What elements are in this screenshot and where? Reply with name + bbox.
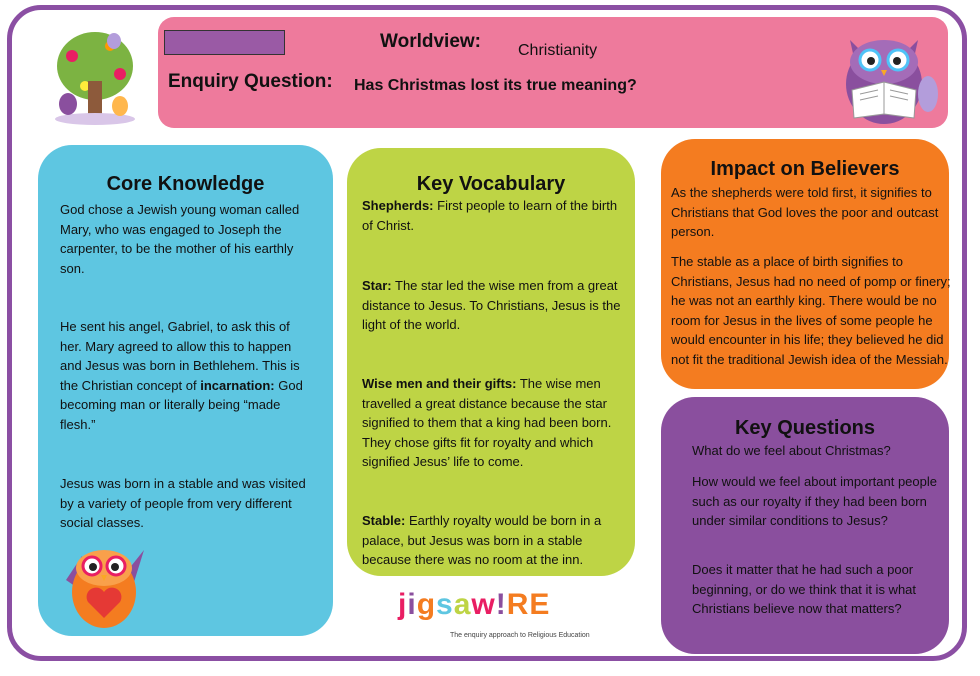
vocab-stable bbox=[362, 511, 627, 570]
vocab-star bbox=[362, 276, 627, 335]
vocab-term: Shepherds: bbox=[362, 198, 434, 213]
impact-p2: The stable as a place of birth signifies to Christians, Jesus had no need of pomp or finery; he was not an earthly king. There would be no room for Jesus in the lives of some people he would encounter in his life; they believed he did not fit the traditional Jewish idea of the Messiah. bbox=[671, 254, 951, 367]
vocab-definition: First people to learn of the birth of Christ. bbox=[362, 198, 618, 233]
question-3: Does it matter that he had such a poor beginning, or do we think that it is what Christians believe now that matters? bbox=[692, 562, 917, 616]
key-vocabulary-title: Key Vocabulary bbox=[416, 173, 566, 195]
core-knowledge-p2-end: God becoming man or literally being “made flesh.” bbox=[60, 377, 303, 432]
core-knowledge-title: Core Knowledge bbox=[106, 173, 265, 195]
vocab-definition: Earthly royalty would be born in a palace, but Jesus was born in a stable because there was no room at the inn. bbox=[362, 513, 602, 567]
vocab-term: Star: bbox=[362, 278, 392, 293]
vocab-term: Wise men and their gifts: bbox=[362, 376, 517, 391]
core-knowledge-p3: Jesus was born in a stable and was visited by a variety of people from very different social classes. bbox=[60, 476, 306, 530]
vocab-definition: The star led the wise men from a great distance to Jesus. To Christians, Jesus is the light of the world. bbox=[362, 278, 621, 332]
owl-heart-icon bbox=[58, 540, 153, 632]
impact-title: Impact on Believers bbox=[710, 158, 900, 180]
jigsaw-re-logo: jigsaw!RE bbox=[398, 588, 551, 621]
color-swatch bbox=[164, 30, 285, 55]
worldview-label: Worldview: bbox=[380, 31, 481, 52]
question-1: What do we feel about Christmas? bbox=[692, 443, 891, 458]
tree-owls-icon bbox=[50, 26, 140, 126]
vocab-definition: The wise men travelled a great distance because the star signified to them that a king had been born. They chose gifts fit for royalty and which signified Jesus’ life to come. bbox=[362, 376, 612, 469]
vocab-wise-men bbox=[362, 374, 627, 472]
core-knowledge-p2 bbox=[60, 317, 305, 434]
owl-reading-icon bbox=[832, 22, 942, 127]
logo-tagline: The enquiry approach to Religious Education bbox=[450, 632, 590, 639]
core-knowledge-p1: God chose a Jewish young woman called Mary, who was engaged to Joseph the carpenter, to be the mother of his earthly son. bbox=[60, 202, 300, 276]
enquiry-question: Has Christmas lost its true meaning? bbox=[354, 77, 637, 94]
impact-p1: As the shepherds were told first, it signifies to Christians that God loves the poor and outcast person. bbox=[671, 185, 939, 239]
question-2: How would we feel about important people such as our royalty if they had been born under similar conditions to Jesus? bbox=[692, 474, 937, 528]
core-knowledge-p2-text: He sent his angel, Gabriel, to ask this of her. Mary agreed to allow this to happen and Jesus was born in Bethlehem. This is the Christian concept of bbox=[60, 319, 300, 393]
vocab-term: Stable: bbox=[362, 513, 406, 528]
worldview-value: Christianity bbox=[518, 42, 598, 59]
incarnation-term: incarnation: bbox=[200, 377, 275, 393]
enquiry-label: Enquiry Question: bbox=[168, 71, 333, 92]
vocab-shepherds bbox=[362, 196, 627, 235]
key-questions-title: Key Questions bbox=[734, 417, 876, 439]
